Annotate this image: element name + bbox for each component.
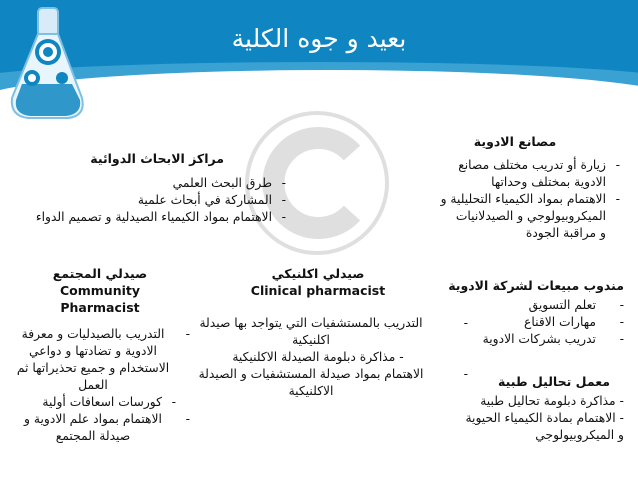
community-heading-en2: Pharmacist [60, 300, 140, 315]
list-line: الاهتمام بمواد الكيمياء التحليلية و [440, 192, 606, 206]
list-item: - الاهتمام بمواد علم الادوية و صيدلة المجتمع [24, 412, 190, 443]
list-item: - زيارة أو تدريب مختلف مصانع الادوية بمختلف وحداتها [458, 158, 620, 189]
clinical-heading-en: Clinical pharmacist [250, 283, 386, 298]
list-line: - مذاكرة دبلومة الصيدلة الاكلنيكية [232, 350, 404, 364]
list-item: - تدريب بشركات الادوية [482, 332, 624, 346]
slide-title: بعيد و جوه الكلية [231, 24, 407, 53]
list-line: و الميكروبيولوجي [535, 428, 624, 442]
list-item: - تعلم التسويق [528, 298, 624, 312]
community-heading-ar: صيدلي المجتمع [52, 266, 148, 281]
list-line: - الاهتمام بمادة الكيمياء الحيوية [465, 411, 624, 425]
clinical-section [168, 265, 468, 400]
community-heading-en1: Community [59, 283, 141, 298]
factories-section [410, 133, 620, 242]
sales-heading: مندوب مبيعات لشركة الادوية [448, 278, 624, 293]
clinical-heading-ar: صيدلي اكلنيكي [271, 266, 365, 281]
list-item: - المشاركة في أبحاث علمية [137, 193, 286, 207]
factories-heading: مصانع الادوية [473, 134, 557, 149]
list-item: - الاهتمام بمواد صيدلة المستشفيات و الصيدلة الاكلنيكية [198, 367, 468, 398]
research-section [1, 150, 286, 226]
list-item: - الاهتمام بمواد الكيمياء التحليلية و الميكروبيولوجي و الصيدلانيات و مراقبة الجودة [440, 192, 620, 240]
list-item: - طرق البحث العلمي [172, 176, 286, 190]
list-item: - التدريب بالصيدليات و معرفة الادوية و تضادتها و دواعي الاستخدام و جميع تحذيراتها ثم العمل [16, 327, 190, 392]
flask-icon [6, 6, 88, 124]
list-line: - مذاكرة دبلومة تحاليل طبية [480, 394, 624, 408]
lab-heading: معمل تحاليل طبية [498, 374, 610, 389]
list-item: - الاهتمام بمواد الكيمياء الصيدلية و تصميم الدواء [35, 210, 286, 224]
research-heading: مراكز الابحاث الدوائية [90, 151, 224, 166]
list-item: - التدريب بالمستشفيات التي يتواجد بها صيدلة اكلنيكية [199, 316, 468, 347]
list-line: الميكروبيولوجي و الصيدلانيات [455, 209, 606, 223]
list-item: - كورسات اسعافات أولية [42, 395, 176, 409]
list-line: زيارة أو تدريب مختلف مصانع [458, 158, 606, 172]
list-line: و مراقبة الجودة [525, 226, 606, 240]
community-section [10, 265, 190, 445]
list-item: - مهارات الاقناع [524, 315, 624, 329]
list-line: الادوية بمختلف وحداتها [491, 175, 606, 189]
